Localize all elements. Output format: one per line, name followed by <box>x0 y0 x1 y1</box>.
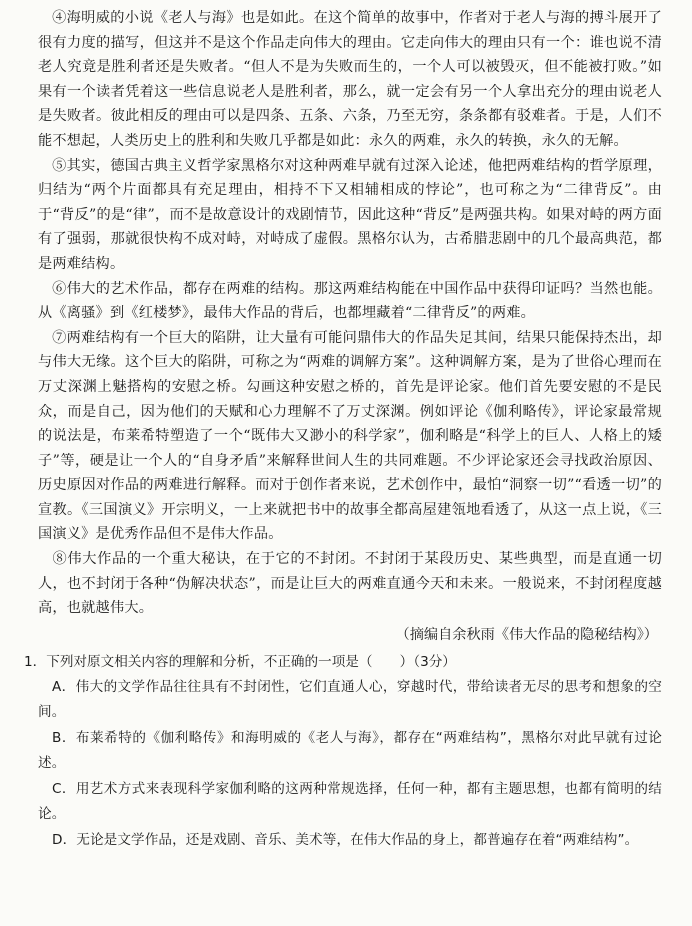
paragraph-8: ⑧伟大作品的一个重大秘诀，在于它的不封闭。不封闭于某段历史、某些典型，而是直通一切人，也不封闭于各种“伪解决状态”，而是让巨大的两难直通今天和未来。一般说来，不封闭程度越高，也就越伟大。 <box>38 551 662 617</box>
question-stem: 1．下列对原文相关内容的理解和分析，不正确的一项是（ ）（3分） <box>24 653 456 670</box>
option-b[interactable]: B．布莱希特的《伽利略传》和海明威的《老人与海》，都存在“两难结构”，黑格尔对此早就有过论述。 <box>38 729 662 772</box>
paragraph-7: ⑦两难结构有一个巨大的陷阱，让大量有可能问鼎伟大的作品失足其间，结果只能保持杰出，却与伟大无缘。这个巨大的陷阱，可称之为“两难的调解方案”。这种调解方案，是为了世俗心理而在万丈深渊上魅搭构的安慰之桥。勾画这种安慰之桥的，首先是评论家。他们首先要安慰的不是民众，而是自己，因为他们的天赋和心力理解不了万丈深渊。例如评论《伽利略传》，评论家最常规的说法是，布莱希特塑造了一个“既伟大又渺小的科学家”，伽利略是“科学上的巨人、人格上的矮子”等，硬是让一个人的“自身矛盾”来解释世间人生的共同难题。不少评论家还会寻找政治原因、历史原因对作品的两难进行解释。而对于创作者来说，艺术创作中，最怕“洞察一切”“看透一切”的宣教。《三国演义》开宗明义，一上来就把书中的故事全都高屋建瓴地看透了，从这一点上说，《三国演义》是优秀作品但不是伟大作品。 <box>38 329 662 543</box>
source-citation: （摘编自余秋雨《伟大作品的隐秘结构》） <box>395 626 658 643</box>
option-a[interactable]: A．伟大的文学作品往往具有不封闭性，它们直通人心，穿越时代，带给读者无尽的思考和想象的空间。 <box>38 678 662 721</box>
question-block <box>24 650 662 854</box>
paragraph-4: ④海明威的小说《老人与海》也是如此。在这个简单的故事中，作者对于老人与海的搏斗展开了很有力度的描写，但这并不是这个作品走向伟大的理由。它走向伟大的理由只有一个：谁也说不清老人究竟是胜利者还是失败者。“但人不是为失败而生的，一个人可以被毁灭，但不能被打败。”如果有一个读者凭着这一些信息说老人是胜利者，那么，就一定会有另一个人拿出充分的理由说老人是失败者。彼此相反的理由可以是四条、五条、六条，乃至无穷，条条都有驳难者。于是，人们不能不想起，人类历史上的胜利和失败几乎都是如此：永久的两难，永久的转换，永久的无解。 <box>38 10 662 149</box>
option-d[interactable]: D．无论是文学作品，还是戏剧、音乐、美术等，在伟大作品的身上，都普遍存在着“两难结构”。 <box>52 831 639 848</box>
paragraph-6: ⑥伟大的艺术作品，都存在两难的结构。那这两难结构能在中国作品中获得印证吗？当然也能。从《离骚》到《红楼梦》，最伟大作品的背后，也都埋藏着“二律背反”的两难。 <box>38 280 662 322</box>
paragraph-5: ⑤其实，德国古典主义哲学家黑格尔对这种两难早就有过深入论述，他把两难结构的哲学原理，归结为“两个片面都具有充足理由，相持不下又相辅相成的悖论”，也可称之为“二律背反”。由于“背反”的是“律”，而不是故意设计的戏剧情节，因此这种“背反”是两强共构。如果对峙的两方面有了强弱，那就很快构不成对峙，对峙成了虚假。黑格尔认为，古希腊悲剧中的几个最高典范，都是两难结构。 <box>38 157 662 272</box>
article-body <box>38 6 662 648</box>
option-c[interactable]: C．用艺术方式来表现科学家伽利略的这两种常规选择，任何一种，都有主题思想，也都有简明的结论。 <box>38 780 662 823</box>
